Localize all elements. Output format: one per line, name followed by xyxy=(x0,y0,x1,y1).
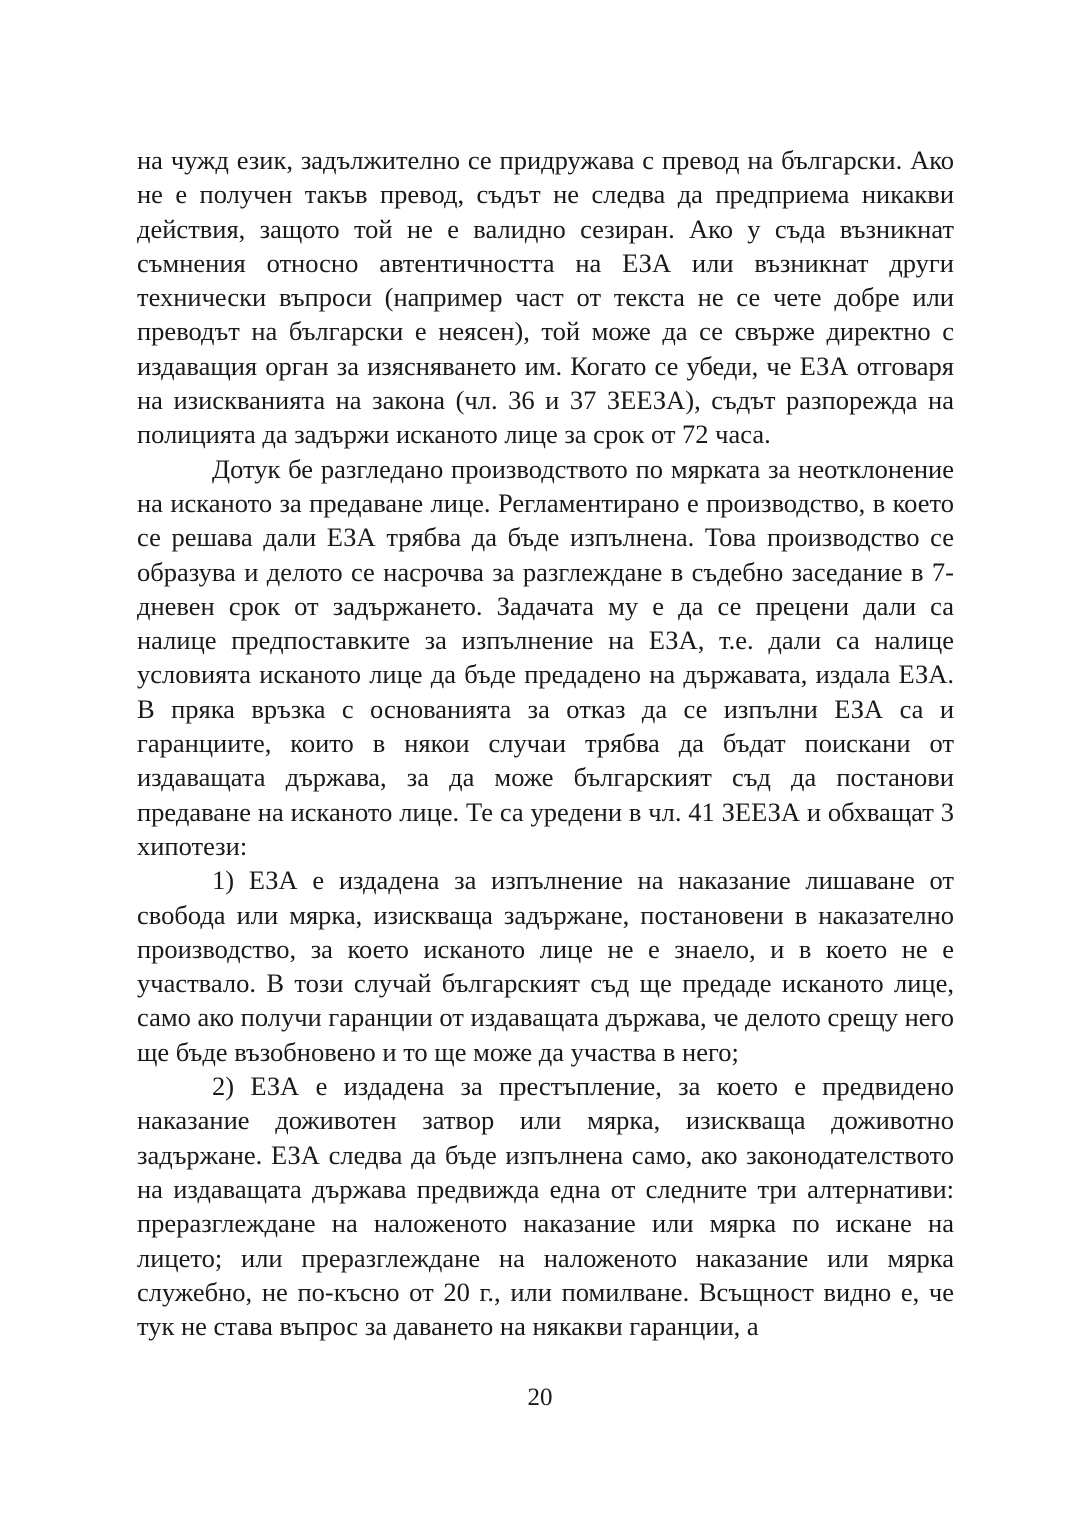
paragraph-4: 2) ЕЗА е издадена за престъпление, за което е предвидено наказание доживотен затвор или мярка, изискваща доживотно задържане. ЕЗА следва да бъде изпълнена само, ако законодателството на издаващата държава предвижда една от следните три алтернативи: преразглеждане на наложеното наказание или мярка по искане на лицето; или преразглеждане на наложеното наказание или мярка служебно, не по-късно от 20 г., или помилване. Всъщност видно е, че тук не става въпрос за даването на някакви гаранции, а xyxy=(137,1071,954,1342)
body-text xyxy=(137,143,954,1343)
paragraph-2: Дотук бе разгледано производството по мярката за неотклонение на исканото за предаване лице. Регламентирано е производство, в което се решава дали ЕЗА трябва да бъде изпълнена. Това производство се образува и делото се насрочва за разглеждане в съдебно заседание в 7-дневен срок от задържането. Задачата му е да се прецени дали са налице предпоставките за изпълнение на ЕЗА, т.е. дали са налице условията исканото лице да бъде предадено на държавата, издала ЕЗА. В пряка връзка с основанията за отказ да се изпълни ЕЗА са и гаранциите, които в някои случаи трябва да бъдат поискани от издаващата държава, за да може българският съд да постанови предаване на исканото лице. Те са уредени в чл. 41 ЗЕЕЗА и обхващат 3 хипотези: xyxy=(137,453,954,861)
paragraph-1: на чужд език, задължително се придружава с превод на български. Ако не е получен такъв превод, съдът не следва да предприема никакви действия, защото той не е валидно сезиран. Ако у съда възникнат съмнения относно автентичността на ЕЗА или възникнат други технически въпроси (например част от текста не се чете добре или преводът на български е неясен), той може да се свърже директно с издаващия орган за изясняването им. Когато се убеди, че ЕЗА отговаря на изискванията на закона (чл. 36 и 37 ЗЕЕЗА), съдът разпорежда на полицията да задържи исканото лице за срок от 72 часа. xyxy=(137,145,954,450)
paragraph-3: 1) ЕЗА е издадена за изпълнение на наказание лишаване от свобода или мярка, изискваща задържане, постановени в наказателно производство, за което исканото лице не е знаело, и в което не е участвало. В този случай българският съд ще предаде исканото лице, само ако получи гаранции от издаващата държава, че делото срещу него ще бъде възобновено и то ще може да участва в него; xyxy=(137,865,954,1067)
page-number: 20 xyxy=(527,1384,553,1411)
